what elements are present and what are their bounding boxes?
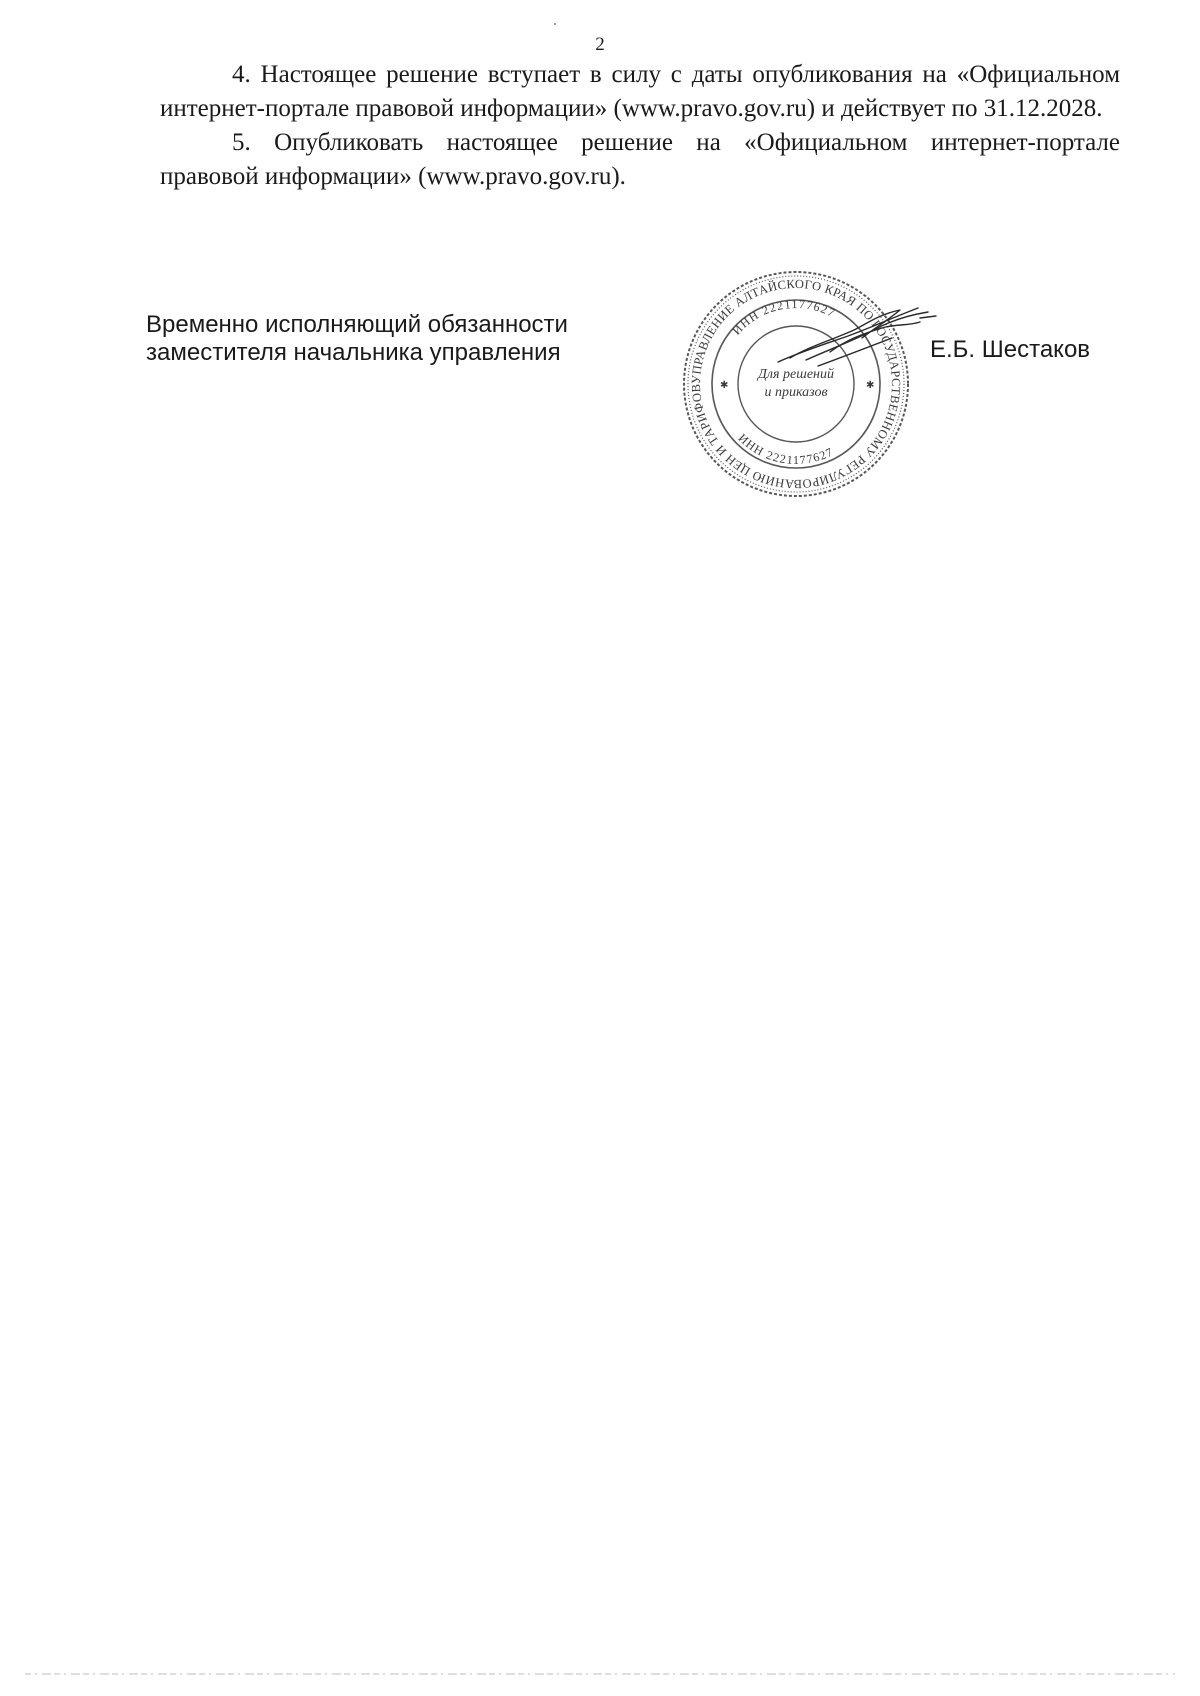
signatory-position-line-1: Временно исполняющий обязанности [146, 311, 568, 338]
paragraph-5-line-2: правовой информации» (www.pravo.gov.ru). [160, 163, 626, 190]
handwritten-signature [770, 300, 940, 380]
signer-name: Е.Б. Шестаков [930, 336, 1091, 363]
scan-speck [554, 23, 556, 25]
seal-center-line-1: Для решений [758, 367, 834, 382]
paragraph-4-line-2: «Официальном интернет-портале правовой информации» (www.pravo.gov.ru) и [160, 61, 1121, 122]
paragraph-4-line-3: действует по 31.12.2028. [840, 95, 1103, 122]
paragraph-5 [160, 126, 1120, 194]
seal-inn-top: ИНН 2221177627 [729, 296, 838, 338]
seal-center-line-2: и приказов [764, 385, 828, 400]
seal-outer-text: УПРАВЛЕНИЕ АЛТАЙСКОГО КРАЯ ПО ГОСУДАРСТВЕННОМУ РЕГУЛИРОВАНИЮ ЦЕН И ТАРИФОВ [688, 276, 904, 492]
svg-text:✱: ✱ [866, 380, 875, 391]
signatory-position-line-2: заместителя начальника управления [146, 339, 561, 366]
page-number: 2 [595, 34, 605, 55]
paragraph-5-line-1: 5. Опубликовать настоящее решение на «Официальном интернет-портале [232, 129, 1120, 156]
svg-text:✱: ✱ [720, 380, 729, 391]
signatory-position [146, 311, 568, 367]
document-body [160, 58, 1120, 194]
seal-inn-bottom: ИНН 2221177627 [735, 430, 836, 468]
paragraph-4 [160, 58, 1120, 126]
scan-bottom-edge [25, 1673, 1175, 1675]
paragraph-4-line-1: 4. Настоящее решение вступает в силу с даты опубликования на [232, 61, 947, 88]
